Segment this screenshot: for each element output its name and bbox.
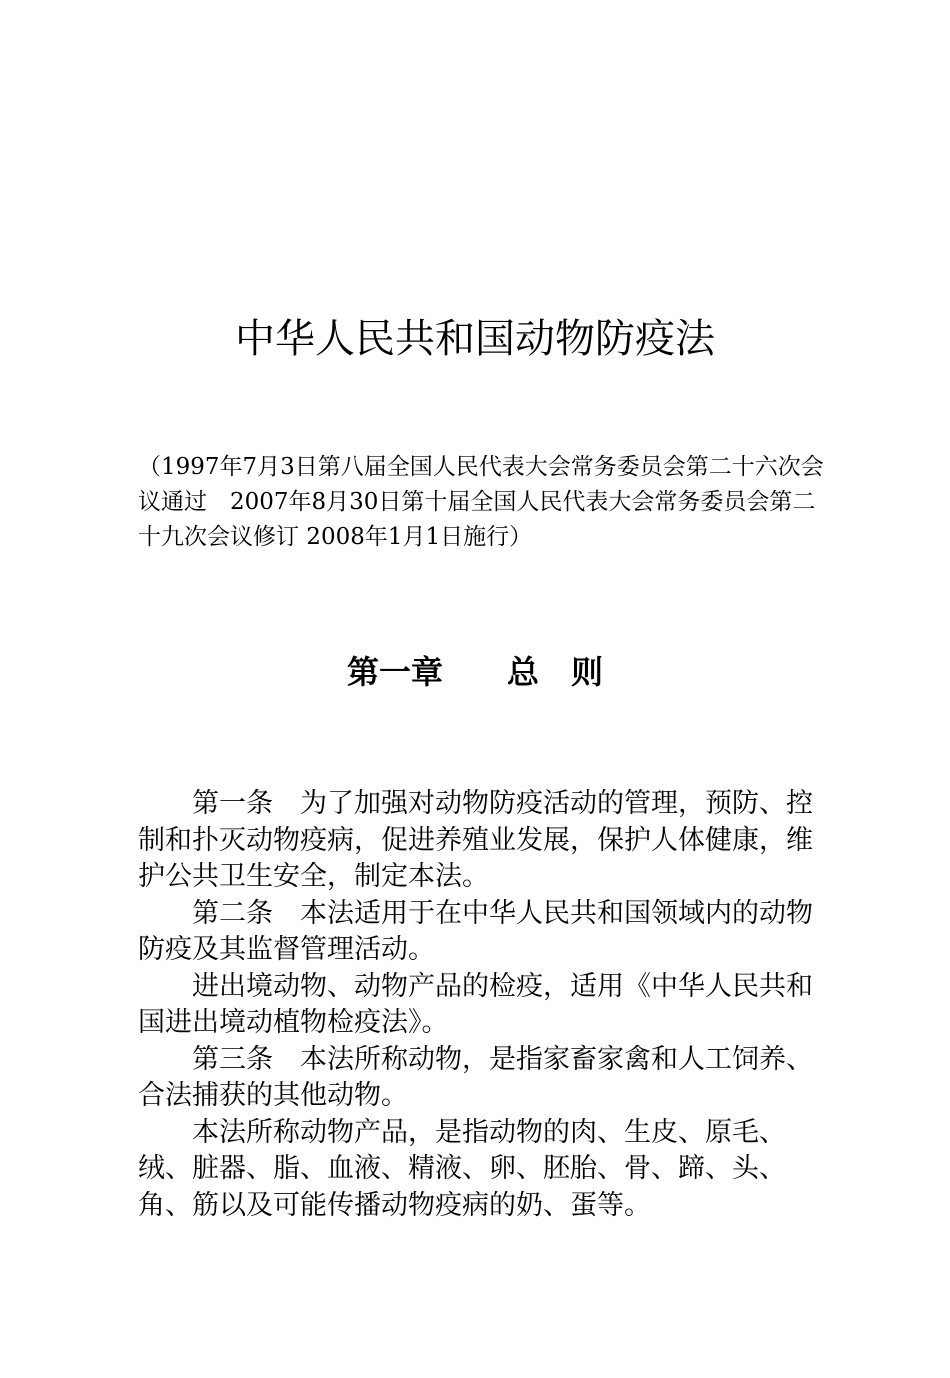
document-subtitle: （1997年7月3日第八届全国人民代表大会常务委员会第二十六次会议通过 2007年8月30日第十届全国人民代表大会常务委员会第二十九次会议修订 2008年1月1日施行） bbox=[138, 454, 824, 550]
article-number: 第一条 bbox=[192, 788, 300, 819]
paragraph-text: 进出境动物、动物产品的检疫，适用《中华人民共和国进出境动植物检疫法》。 bbox=[138, 970, 813, 1038]
paragraph-article-3-continued bbox=[138, 1115, 838, 1225]
paragraph-text: 为了加强对动物防疫活动的管理，预防、控制和扑灭动物疫病，促进养殖业发展，保护人体健康，维护公共卫生安全，制定本法。 bbox=[138, 788, 813, 892]
paragraph-article-2 bbox=[138, 896, 838, 969]
article-number: 第二条 bbox=[192, 897, 300, 929]
paragraph-article-2-continued bbox=[138, 969, 838, 1042]
paragraph-text: 本法所称动物产品，是指动物的肉、生皮、原毛、绒、脏器、脂、血液、精液、卵、胚胎、骨、蹄、头、角、筋以及可能传播动物疫病的奶、蛋等。 bbox=[138, 1116, 786, 1221]
paragraph-text: 本法所称动物，是指家畜家禽和人工饲养、合法捕获的其他动物。 bbox=[138, 1043, 813, 1111]
document-title: 中华人民共和国动物防疫法 bbox=[235, 316, 715, 362]
document-body bbox=[138, 786, 838, 1224]
paragraph-text: 本法适用于在中华人民共和国领域内的动物防疫及其监督管理活动。 bbox=[138, 897, 813, 965]
chapter-heading: 第一章 总 则 bbox=[346, 653, 603, 691]
article-number: 第三条 bbox=[192, 1043, 300, 1075]
paragraph-article-1 bbox=[138, 786, 838, 896]
paragraph-article-3 bbox=[138, 1042, 838, 1115]
